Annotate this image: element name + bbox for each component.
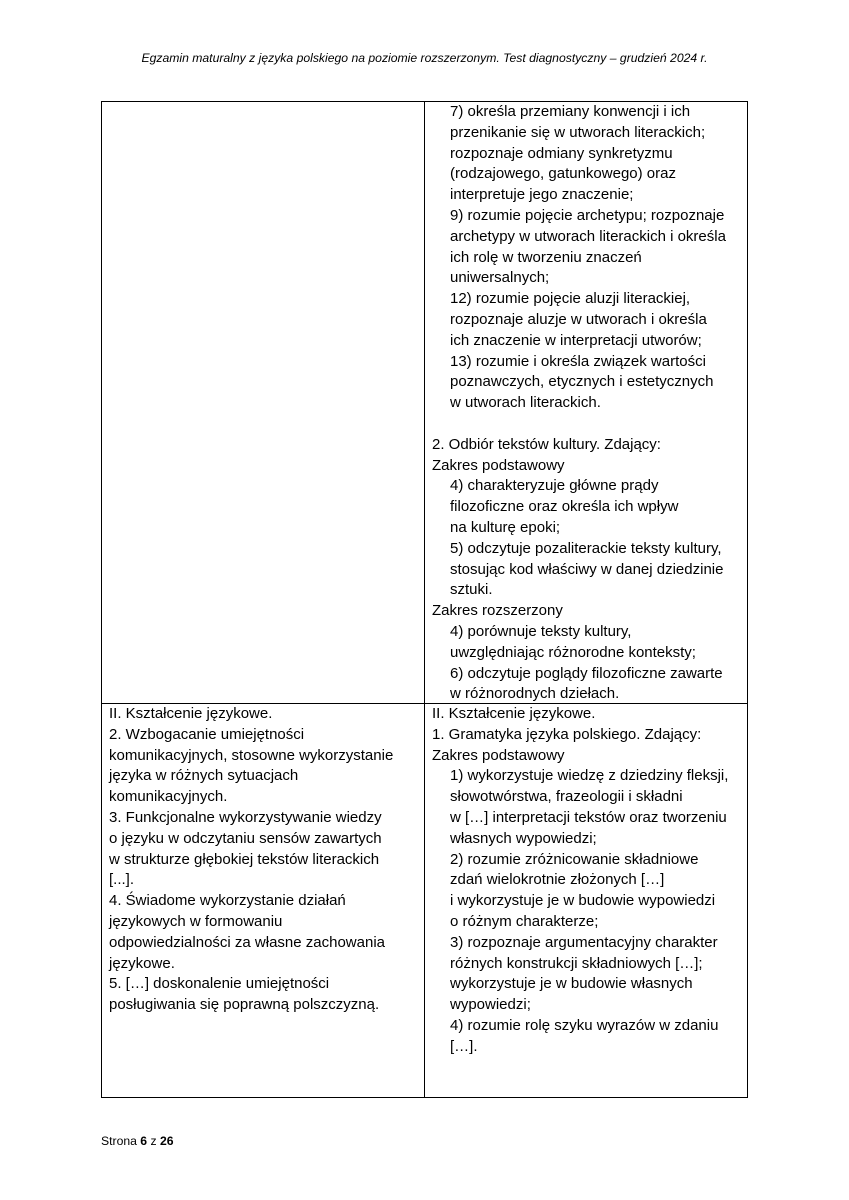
text-line: wypowiedzi; (450, 996, 531, 1014)
text-line: komunikacyjnych. (109, 788, 228, 806)
text-line: w strukturze głębokiej tekstów literackich (109, 850, 380, 868)
text-line: poznawczych, etycznych i estetycznych (450, 373, 714, 391)
text-line: sztuki. (450, 581, 493, 599)
text-line: […]. (450, 1037, 478, 1055)
text-line: 4) charakteryzuje główne prądy (450, 477, 659, 495)
text-line: [...]. (109, 871, 135, 889)
text-line: 4) porównuje teksty kultury, (450, 622, 632, 640)
text-line: 4) rozumie rolę szyku wyrazów w zdaniu (450, 1016, 719, 1034)
text-line: 1) wykorzystuje wiedzę z dziedziny fleksji, (450, 767, 729, 785)
row1-left-cell (102, 102, 424, 703)
row1-right-cell (432, 102, 747, 705)
text-line: posługiwania się poprawną polszczyzną. (109, 996, 380, 1014)
text-line: Zakres rozszerzony (432, 602, 563, 620)
text-line: słowotwórstwa, frazeologii i składni (450, 788, 683, 806)
row2-right-cell (432, 704, 747, 1058)
text-line: filozoficzne oraz określa ich wpływ (450, 498, 679, 516)
text-line: II. Kształcenie językowe. (109, 705, 273, 722)
text-line: uwzględniając różnorodne konteksty; (450, 643, 696, 661)
footer-page-total: 26 (159, 1134, 174, 1148)
text-line: 5) odczytuje pozaliterackie teksty kultury, (450, 539, 722, 557)
text-line: zdań wielokrotnie złożonych […] (450, 871, 665, 889)
page-footer (101, 1134, 174, 1149)
text-line: 12) rozumie pojęcie aluzji literackiej, (450, 290, 691, 308)
text-line: 2. Wzbogacanie umiejętności (109, 725, 305, 743)
text-line: 13) rozumie i określa związek wartości (450, 352, 706, 370)
text-line: odpowiedzialności za własne zachowania (109, 933, 385, 951)
text-line: 4. Świadome wykorzystanie działań (109, 892, 346, 910)
text-line: Zakres podstawowy (432, 746, 565, 764)
footer-prefix: Strona (101, 1134, 141, 1148)
text-line: o różnym charakterze; (450, 912, 599, 930)
text-line: ich rolę w tworzeniu znaczeń (450, 248, 642, 266)
text-line: archetypy w utworach literackich i określa (450, 227, 726, 245)
text-line: 2) rozumie zróżnicowanie składniowe (450, 850, 699, 868)
blank-line (432, 414, 747, 435)
table-border-right (747, 101, 748, 1098)
text-line: uniwersalnych; (450, 269, 550, 287)
text-line: 6) odczytuje poglądy filozoficzne zawarte (450, 664, 723, 682)
text-line: językowe. (109, 954, 175, 972)
text-line: interpretuje jego znaczenie; (450, 186, 634, 204)
text-line: 3) rozpoznaje argumentacyjny charakter (450, 933, 718, 951)
footer-page-number: 6 (140, 1134, 148, 1148)
text-line: na kulturę epoki; (450, 518, 561, 536)
text-line: ich znaczenie w interpretacji utworów; (450, 331, 702, 349)
text-line: przenikanie się w utworach literackich; (450, 123, 706, 141)
text-line: języka w różnych sytuacjach (109, 767, 299, 785)
page-header: Egzamin maturalny z języka polskiego na poziomie rozszerzonym. Test diagnostyczny – grudzień 2024 r. (141, 51, 708, 65)
text-line: językowych w formowaniu (109, 912, 283, 930)
text-line: 7) określa przemiany konwencji i ich (450, 103, 691, 120)
text-line: Zakres podstawowy (432, 456, 565, 474)
table-column-divider (424, 101, 425, 1098)
text-line: stosując kod właściwy w danej dziedzinie (450, 560, 724, 578)
text-line: 9) rozumie pojęcie archetypu; rozpoznaje (450, 206, 725, 224)
text-line: i wykorzystuje je w budowie wypowiedzi (450, 892, 716, 910)
text-line: wykorzystuje je w budowie własnych (450, 975, 693, 993)
text-line: 2. Odbiór tekstów kultury. Zdający: (432, 435, 661, 453)
footer-separator: z (147, 1134, 160, 1148)
text-line: w utworach literackich. (450, 394, 601, 412)
text-line: w różnorodnych dziełach. (450, 685, 620, 703)
text-line: rozpoznaje odmiany synkretyzmu (450, 144, 673, 162)
text-line: własnych wypowiedzi; (450, 829, 597, 847)
text-line: rozpoznaje aluzje w utworach i określa (450, 310, 707, 328)
text-line: 1. Gramatyka języka polskiego. Zdający: (432, 725, 702, 743)
row2-left-cell (109, 704, 424, 1016)
text-line: o języku w odczytaniu sensów zawartych (109, 829, 382, 847)
text-line: różnych konstrukcji składniowych […]; (450, 954, 703, 972)
text-line: w […] interpretacji tekstów oraz tworzeniu (450, 808, 727, 826)
text-line: 3. Funkcjonalne wykorzystywanie wiedzy (109, 808, 382, 826)
text-line: 5. […] doskonalenie umiejętności (109, 975, 330, 993)
text-line: komunikacyjnych, stosowne wykorzystanie (109, 746, 394, 764)
text-line: (rodzajowego, gatunkowego) oraz (450, 165, 676, 183)
text-line: II. Kształcenie językowe. (432, 705, 596, 722)
